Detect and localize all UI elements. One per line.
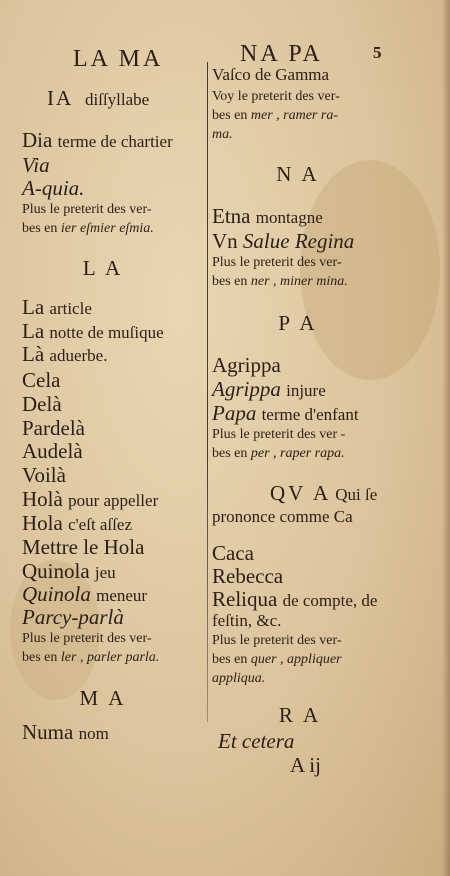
entry-note: terme de chartier <box>57 132 173 151</box>
entry-mettre-le-hola: Mettre le Hola <box>22 535 145 559</box>
entry-word: Numa <box>22 720 74 744</box>
preterit-note-line <box>22 222 154 236</box>
entry-note: jeu <box>94 563 116 582</box>
entry-numa <box>22 722 109 743</box>
running-head-left: LA MA <box>73 46 164 72</box>
preterit-note-line: Voy le preterit des ver- <box>212 89 340 104</box>
entry-note: injure <box>286 381 326 400</box>
entry-quinola-jeu <box>22 561 116 582</box>
preterit-note-line <box>22 651 159 665</box>
page-number: 5 <box>373 43 382 62</box>
entry-word: Salue Regina <box>242 229 355 253</box>
preterit-example: per , raper rapa. <box>250 446 345 461</box>
entry-papa <box>212 403 359 424</box>
entry-note: nom <box>78 724 109 743</box>
entry-la-adverbe <box>22 344 107 365</box>
heading-note: Qui ſe <box>335 485 378 504</box>
entry-vasco: Vaſco de Gamma <box>212 65 330 84</box>
entry-word: Hola <box>22 511 63 535</box>
preterit-example: ler , parler parla. <box>60 650 160 665</box>
heading-text: QV A <box>270 481 332 505</box>
entry-note: c'eſt aſſez <box>68 515 133 534</box>
preterit-note-line: appliqua. <box>212 671 266 686</box>
preterit-note-line <box>212 109 338 123</box>
entry-word: Vn <box>212 229 238 253</box>
entry-note: aduerbe. <box>49 346 108 365</box>
preterit-example: quer , appliquer <box>250 652 342 667</box>
entry-word: La <box>22 295 45 319</box>
entry-dia <box>22 130 173 151</box>
entry-agrippa: Agrippa <box>212 353 281 377</box>
preterit-text: bes en <box>22 221 58 236</box>
preterit-example: mer , ramer ra- <box>250 108 338 123</box>
section-heading-qua <box>270 483 377 504</box>
preterit-note-line <box>212 275 348 289</box>
preterit-note-line: Plus le preterit des ver- <box>22 202 152 217</box>
entry-word: Papa <box>212 401 257 425</box>
entry-dela: Delà <box>22 392 62 416</box>
section-heading-la: L A <box>82 256 124 280</box>
running-head-right: NA PA <box>240 41 323 67</box>
entry-via: Via <box>22 153 50 177</box>
entry-note: article <box>49 299 92 318</box>
entry-word: Holà <box>22 487 63 511</box>
preterit-example: ner , miner mina. <box>250 274 348 289</box>
section-heading-ra: R A <box>278 703 322 727</box>
entry-et-cetera: Et cetera <box>218 729 295 753</box>
entry-note: montagne <box>255 208 323 227</box>
entry-word: Etna <box>212 204 251 228</box>
entry-agrippa-injure <box>212 379 326 400</box>
entry-word: Là <box>22 342 45 366</box>
entry-word: La <box>22 319 45 343</box>
entry-note: terme d'enfant <box>261 405 359 424</box>
preterit-note-line: Plus le preterit des ver - <box>212 427 346 442</box>
entry-note: notte de muſique <box>49 323 164 342</box>
preterit-note-line: Plus le preterit des ver- <box>212 255 342 270</box>
entry-word: Reliqua <box>212 587 278 611</box>
preterit-text: bes en <box>22 650 58 665</box>
entry-voila: Voilà <box>22 463 66 487</box>
preterit-example: ier eſmier eſmia. <box>60 221 154 236</box>
preterit-note-line <box>212 653 342 667</box>
entry-word: Quinola <box>22 582 91 606</box>
preterit-note-line <box>212 447 345 461</box>
entry-festin: feſtin, &c. <box>212 611 282 630</box>
entry-caca: Caca <box>212 541 254 565</box>
paper-stain <box>300 160 440 380</box>
page-edge-shadow <box>442 0 450 876</box>
entry-etna <box>212 206 323 227</box>
preterit-text: bes en <box>212 446 248 461</box>
signature-mark: A ij <box>290 753 321 777</box>
entry-la-notte <box>22 321 164 342</box>
entry-parcy-parla: Parcy-parlà <box>22 605 124 629</box>
entry-hola <box>22 489 158 510</box>
section-heading-ma: M A <box>79 686 127 710</box>
qua-pronunciation-note: prononce comme Ca <box>212 507 353 526</box>
entry-word: Agrippa <box>212 377 281 401</box>
section-heading-pa: P A <box>278 311 318 335</box>
preterit-text: bes en <box>212 274 248 289</box>
preterit-note-line: Plus le preterit des ver- <box>212 633 342 648</box>
section-heading-na: N A <box>276 162 320 186</box>
entry-word: Quinola <box>22 559 90 583</box>
entry-note: de compte, de <box>282 591 378 610</box>
entry-audela: Audelà <box>22 439 83 463</box>
column-divider <box>207 62 208 722</box>
section-heading-ia: IA <box>47 86 74 110</box>
preterit-note-line: ma. <box>212 127 233 142</box>
ia-note: diſſyllabe <box>85 90 150 109</box>
entry-note: pour appeller <box>68 491 159 510</box>
entry-quinola-meneur <box>22 584 147 605</box>
entry-word: Dia <box>22 128 53 152</box>
entry-reliqua <box>212 589 377 610</box>
preterit-text: bes en <box>212 652 248 667</box>
entry-la-article <box>22 297 92 318</box>
entry-cela: Cela <box>22 368 61 392</box>
entry-salue-regina <box>212 231 354 252</box>
preterit-note-line: Plus le preterit des ver- <box>22 631 152 646</box>
preterit-text: bes en <box>212 108 248 123</box>
entry-rebecca: Rebecca <box>212 564 284 588</box>
entry-note: meneur <box>96 586 148 605</box>
entry-pardela: Pardelà <box>22 416 85 440</box>
entry-aquia: A-quia. <box>22 176 85 200</box>
entry-hola-assez <box>22 513 132 534</box>
